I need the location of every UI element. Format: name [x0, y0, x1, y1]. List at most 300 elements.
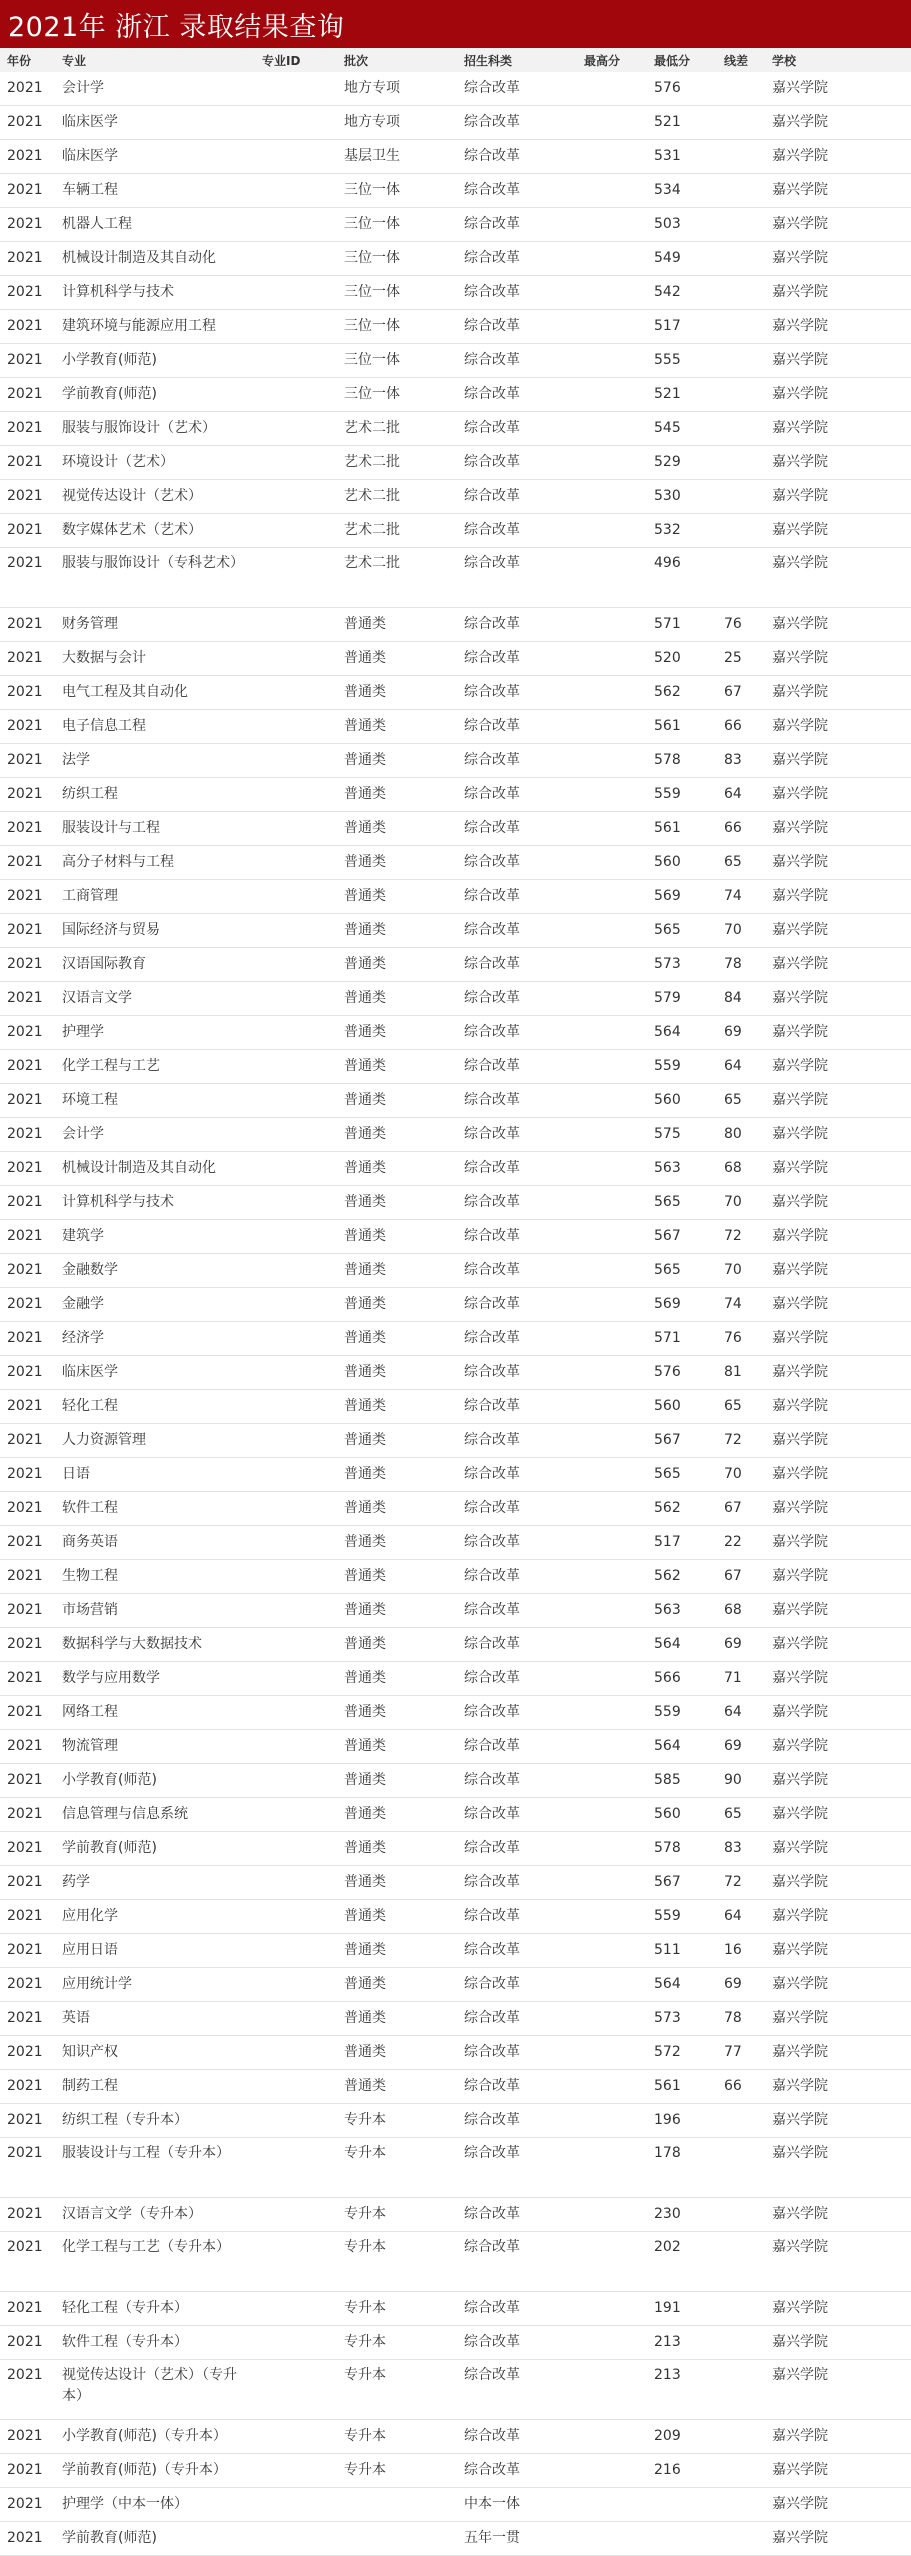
- cell-min-score: 566: [647, 1662, 717, 1696]
- cell-year: 2021: [0, 1356, 55, 1390]
- cell-major: 经济学: [55, 1322, 255, 1356]
- cell-min-score: 573: [647, 2002, 717, 2036]
- table-row: [0, 446, 911, 480]
- cell-school: 嘉兴学院: [765, 2104, 911, 2138]
- cell-line-diff: [717, 344, 765, 378]
- cell-line-diff: [717, 2104, 765, 2138]
- cell-school: 嘉兴学院: [765, 1968, 911, 2002]
- cell-max-score: [577, 2488, 647, 2522]
- cell-min-score: [647, 2522, 717, 2556]
- cell-line-diff: 64: [717, 1696, 765, 1730]
- cell-major-id: [255, 846, 337, 880]
- cell-batch: 普通类: [337, 1832, 457, 1866]
- cell-batch: 专升本: [337, 2104, 457, 2138]
- cell-school: 嘉兴学院: [765, 1186, 911, 1220]
- table-row: [0, 2232, 911, 2292]
- cell-major-id: [255, 1152, 337, 1186]
- table-body: [0, 72, 911, 2556]
- cell-min-score: 521: [647, 378, 717, 412]
- cell-major: 视觉传达设计（艺术）（专升本）: [55, 2360, 255, 2420]
- cell-school: 嘉兴学院: [765, 72, 911, 106]
- cell-school: 嘉兴学院: [765, 2198, 911, 2232]
- cell-year: 2021: [0, 2232, 55, 2292]
- cell-year: 2021: [0, 1390, 55, 1424]
- cell-min-score: 561: [647, 710, 717, 744]
- cell-major-id: [255, 710, 337, 744]
- table-row: [0, 642, 911, 676]
- cell-min-score: 562: [647, 1560, 717, 1594]
- cell-major-id: [255, 1492, 337, 1526]
- cell-max-score: [577, 1356, 647, 1390]
- cell-line-diff: 65: [717, 846, 765, 880]
- cell-line-diff: 78: [717, 2002, 765, 2036]
- cell-min-score: 559: [647, 1900, 717, 1934]
- table-row: [0, 1560, 911, 1594]
- cell-batch: 专升本: [337, 2138, 457, 2198]
- cell-line-diff: 90: [717, 1764, 765, 1798]
- cell-major-id: [255, 1016, 337, 1050]
- cell-year: 2021: [0, 1968, 55, 2002]
- cell-major: 数字媒体艺术（艺术）: [55, 514, 255, 548]
- cell-major-id: [255, 1390, 337, 1424]
- cell-max-score: [577, 2454, 647, 2488]
- cell-line-diff: 69: [717, 1628, 765, 1662]
- table-row: [0, 1118, 911, 1152]
- cell-year: 2021: [0, 2002, 55, 2036]
- cell-min-score: 567: [647, 1424, 717, 1458]
- cell-batch: 普通类: [337, 1934, 457, 1968]
- cell-year: 2021: [0, 778, 55, 812]
- cell-year: 2021: [0, 1628, 55, 1662]
- cell-category: 综合改革: [457, 2454, 577, 2488]
- cell-min-score: 542: [647, 276, 717, 310]
- cell-major: 建筑环境与能源应用工程: [55, 310, 255, 344]
- cell-min-score: 213: [647, 2326, 717, 2360]
- cell-max-score: [577, 2002, 647, 2036]
- cell-category: 综合改革: [457, 2036, 577, 2070]
- cell-major-id: [255, 2104, 337, 2138]
- cell-category: 综合改革: [457, 846, 577, 880]
- cell-school: 嘉兴学院: [765, 1220, 911, 1254]
- cell-major-id: [255, 2002, 337, 2036]
- cell-school: 嘉兴学院: [765, 1900, 911, 1934]
- cell-major-id: [255, 1458, 337, 1492]
- cell-category: 综合改革: [457, 310, 577, 344]
- cell-school: 嘉兴学院: [765, 778, 911, 812]
- cell-year: 2021: [0, 1934, 55, 1968]
- cell-category: 综合改革: [457, 1730, 577, 1764]
- cell-batch: 普通类: [337, 1254, 457, 1288]
- cell-major: 视觉传达设计（艺术）: [55, 480, 255, 514]
- cell-batch: 普通类: [337, 1560, 457, 1594]
- cell-category: 综合改革: [457, 1526, 577, 1560]
- cell-batch: 普通类: [337, 1594, 457, 1628]
- cell-year: 2021: [0, 208, 55, 242]
- cell-batch: 艺术二批: [337, 514, 457, 548]
- cell-line-diff: 84: [717, 982, 765, 1016]
- cell-max-score: [577, 608, 647, 642]
- cell-line-diff: 16: [717, 1934, 765, 1968]
- cell-major: 会计学: [55, 72, 255, 106]
- cell-min-score: 573: [647, 948, 717, 982]
- cell-school: 嘉兴学院: [765, 2488, 911, 2522]
- cell-school: 嘉兴学院: [765, 1560, 911, 1594]
- cell-year: 2021: [0, 2036, 55, 2070]
- cell-line-diff: 22: [717, 1526, 765, 1560]
- table-row: [0, 2036, 911, 2070]
- cell-school: 嘉兴学院: [765, 608, 911, 642]
- cell-major: 国际经济与贸易: [55, 914, 255, 948]
- cell-line-diff: 65: [717, 1798, 765, 1832]
- cell-major-id: [255, 608, 337, 642]
- cell-max-score: [577, 710, 647, 744]
- cell-max-score: [577, 1016, 647, 1050]
- cell-school: 嘉兴学院: [765, 1152, 911, 1186]
- cell-major: 机械设计制造及其自动化: [55, 1152, 255, 1186]
- header-min-score: 最低分: [647, 48, 717, 72]
- cell-batch: 基层卫生: [337, 140, 457, 174]
- cell-category: 综合改革: [457, 2070, 577, 2104]
- table-row: [0, 2522, 911, 2556]
- cell-line-diff: 69: [717, 1730, 765, 1764]
- cell-batch: 普通类: [337, 676, 457, 710]
- cell-batch: 普通类: [337, 2070, 457, 2104]
- cell-school: 嘉兴学院: [765, 1458, 911, 1492]
- cell-school: 嘉兴学院: [765, 2292, 911, 2326]
- header-school: 学校: [765, 48, 911, 72]
- cell-category: 综合改革: [457, 2002, 577, 2036]
- cell-max-score: [577, 1764, 647, 1798]
- cell-major-id: [255, 880, 337, 914]
- cell-batch: 专升本: [337, 2326, 457, 2360]
- table-row: [0, 514, 911, 548]
- cell-max-score: [577, 1798, 647, 1832]
- cell-min-score: 202: [647, 2232, 717, 2292]
- cell-min-score: 530: [647, 480, 717, 514]
- cell-line-diff: [717, 2198, 765, 2232]
- cell-major-id: [255, 412, 337, 446]
- cell-line-diff: 65: [717, 1084, 765, 1118]
- cell-line-diff: 25: [717, 642, 765, 676]
- cell-school: 嘉兴学院: [765, 378, 911, 412]
- cell-batch: 普通类: [337, 982, 457, 1016]
- cell-category: 综合改革: [457, 514, 577, 548]
- cell-category: 综合改革: [457, 1118, 577, 1152]
- table-row: [0, 2326, 911, 2360]
- cell-line-diff: [717, 276, 765, 310]
- cell-major: 汉语国际教育: [55, 948, 255, 982]
- cell-category: 综合改革: [457, 242, 577, 276]
- header-line-diff: 线差: [717, 48, 765, 72]
- cell-max-score: [577, 344, 647, 378]
- cell-batch: 普通类: [337, 1390, 457, 1424]
- cell-year: 2021: [0, 1866, 55, 1900]
- cell-school: 嘉兴学院: [765, 208, 911, 242]
- table-row: [0, 1254, 911, 1288]
- cell-batch: 专升本: [337, 2198, 457, 2232]
- cell-school: 嘉兴学院: [765, 2454, 911, 2488]
- table-row: [0, 1832, 911, 1866]
- cell-major-id: [255, 1832, 337, 1866]
- cell-school: 嘉兴学院: [765, 140, 911, 174]
- cell-line-diff: 76: [717, 608, 765, 642]
- cell-min-score: 555: [647, 344, 717, 378]
- cell-major: 法学: [55, 744, 255, 778]
- table-row: [0, 2104, 911, 2138]
- cell-min-score: 531: [647, 140, 717, 174]
- cell-year: 2021: [0, 2070, 55, 2104]
- cell-min-score: 196: [647, 2104, 717, 2138]
- cell-line-diff: 80: [717, 1118, 765, 1152]
- cell-school: 嘉兴学院: [765, 1050, 911, 1084]
- cell-max-score: [577, 242, 647, 276]
- cell-max-score: [577, 812, 647, 846]
- cell-line-diff: 70: [717, 1254, 765, 1288]
- cell-category: 中本一体: [457, 2488, 577, 2522]
- cell-major-id: [255, 1798, 337, 1832]
- cell-major: 数据科学与大数据技术: [55, 1628, 255, 1662]
- cell-max-score: [577, 1050, 647, 1084]
- cell-major: 应用化学: [55, 1900, 255, 1934]
- cell-batch: 普通类: [337, 1764, 457, 1798]
- cell-major: 计算机科学与技术: [55, 276, 255, 310]
- cell-year: 2021: [0, 1152, 55, 1186]
- cell-max-score: [577, 2522, 647, 2556]
- cell-batch: 普通类: [337, 1696, 457, 1730]
- cell-year: 2021: [0, 344, 55, 378]
- cell-school: 嘉兴学院: [765, 514, 911, 548]
- cell-batch: 普通类: [337, 1050, 457, 1084]
- cell-year: 2021: [0, 276, 55, 310]
- cell-min-score: 585: [647, 1764, 717, 1798]
- cell-max-score: [577, 846, 647, 880]
- cell-category: 综合改革: [457, 2232, 577, 2292]
- cell-major: 服装与服饰设计（专科艺术）: [55, 548, 255, 608]
- cell-category: 综合改革: [457, 676, 577, 710]
- cell-category: 综合改革: [457, 548, 577, 608]
- cell-school: 嘉兴学院: [765, 1288, 911, 1322]
- cell-school: 嘉兴学院: [765, 1764, 911, 1798]
- cell-max-score: [577, 1594, 647, 1628]
- cell-line-diff: [717, 2522, 765, 2556]
- cell-category: 综合改革: [457, 2360, 577, 2420]
- cell-batch: 普通类: [337, 608, 457, 642]
- header-major-id: 专业ID: [255, 48, 337, 72]
- cell-major-id: [255, 2070, 337, 2104]
- cell-batch: 普通类: [337, 642, 457, 676]
- cell-year: 2021: [0, 242, 55, 276]
- cell-category: 综合改革: [457, 106, 577, 140]
- cell-category: 综合改革: [457, 608, 577, 642]
- cell-batch: [337, 2522, 457, 2556]
- cell-category: 综合改革: [457, 1084, 577, 1118]
- cell-line-diff: [717, 2326, 765, 2360]
- cell-min-score: 559: [647, 1696, 717, 1730]
- cell-major: 市场营销: [55, 1594, 255, 1628]
- cell-batch: 普通类: [337, 1118, 457, 1152]
- header-batch: 批次: [337, 48, 457, 72]
- cell-line-diff: [717, 514, 765, 548]
- cell-major: 财务管理: [55, 608, 255, 642]
- cell-batch: 普通类: [337, 778, 457, 812]
- cell-min-score: 560: [647, 1390, 717, 1424]
- cell-line-diff: 67: [717, 676, 765, 710]
- table-row: [0, 208, 911, 242]
- cell-min-score: 534: [647, 174, 717, 208]
- table-row: [0, 846, 911, 880]
- cell-major: 化学工程与工艺: [55, 1050, 255, 1084]
- cell-year: 2021: [0, 1254, 55, 1288]
- cell-max-score: [577, 1730, 647, 1764]
- cell-line-diff: 66: [717, 812, 765, 846]
- cell-min-score: 569: [647, 880, 717, 914]
- cell-year: 2021: [0, 948, 55, 982]
- table-header-row: [0, 48, 911, 72]
- cell-max-score: [577, 480, 647, 514]
- cell-school: 嘉兴学院: [765, 1696, 911, 1730]
- cell-major-id: [255, 914, 337, 948]
- table-row: [0, 1492, 911, 1526]
- cell-min-score: 532: [647, 514, 717, 548]
- cell-max-score: [577, 1084, 647, 1118]
- cell-batch: 普通类: [337, 812, 457, 846]
- cell-major: 物流管理: [55, 1730, 255, 1764]
- cell-school: 嘉兴学院: [765, 1526, 911, 1560]
- cell-batch: 专升本: [337, 2360, 457, 2420]
- cell-max-score: [577, 2104, 647, 2138]
- cell-major: 护理学（中本一体）: [55, 2488, 255, 2522]
- cell-batch: 普通类: [337, 880, 457, 914]
- cell-batch: 普通类: [337, 1866, 457, 1900]
- cell-line-diff: 64: [717, 1900, 765, 1934]
- cell-year: 2021: [0, 2198, 55, 2232]
- cell-line-diff: 70: [717, 1458, 765, 1492]
- cell-major: 车辆工程: [55, 174, 255, 208]
- cell-major-id: [255, 1424, 337, 1458]
- cell-max-score: [577, 1560, 647, 1594]
- cell-school: 嘉兴学院: [765, 412, 911, 446]
- cell-year: 2021: [0, 846, 55, 880]
- table-row: [0, 982, 911, 1016]
- cell-school: 嘉兴学院: [765, 242, 911, 276]
- cell-batch: 三位一体: [337, 174, 457, 208]
- cell-major: 临床医学: [55, 140, 255, 174]
- cell-major: 轻化工程（专升本）: [55, 2292, 255, 2326]
- cell-category: 综合改革: [457, 1186, 577, 1220]
- cell-line-diff: [717, 2360, 765, 2420]
- page-title: 2021年 浙江 录取结果查询: [8, 11, 345, 43]
- cell-max-score: [577, 2232, 647, 2292]
- table-row: [0, 344, 911, 378]
- cell-category: 综合改革: [457, 812, 577, 846]
- cell-school: 嘉兴学院: [765, 480, 911, 514]
- cell-major: 学前教育(师范): [55, 1832, 255, 1866]
- cell-year: 2021: [0, 1186, 55, 1220]
- cell-school: 嘉兴学院: [765, 812, 911, 846]
- cell-category: 综合改革: [457, 880, 577, 914]
- cell-max-score: [577, 1186, 647, 1220]
- cell-category: 综合改革: [457, 1492, 577, 1526]
- cell-min-score: 565: [647, 1186, 717, 1220]
- cell-min-score: 560: [647, 1798, 717, 1832]
- cell-major-id: [255, 1084, 337, 1118]
- table-row: [0, 480, 911, 514]
- table-row: [0, 1322, 911, 1356]
- cell-min-score: 569: [647, 1288, 717, 1322]
- cell-major: 网络工程: [55, 1696, 255, 1730]
- cell-major-id: [255, 446, 337, 480]
- cell-year: 2021: [0, 744, 55, 778]
- cell-category: 综合改革: [457, 2198, 577, 2232]
- cell-school: 嘉兴学院: [765, 548, 911, 608]
- cell-year: 2021: [0, 412, 55, 446]
- table-row: [0, 310, 911, 344]
- cell-min-score: 578: [647, 1832, 717, 1866]
- cell-school: 嘉兴学院: [765, 1628, 911, 1662]
- cell-line-diff: [717, 480, 765, 514]
- cell-major-id: [255, 1662, 337, 1696]
- cell-category: 综合改革: [457, 1628, 577, 1662]
- cell-major-id: [255, 1594, 337, 1628]
- cell-max-score: [577, 744, 647, 778]
- cell-batch: 艺术二批: [337, 446, 457, 480]
- cell-year: 2021: [0, 2360, 55, 2420]
- cell-category: 综合改革: [457, 1254, 577, 1288]
- cell-year: 2021: [0, 1084, 55, 1118]
- cell-year: 2021: [0, 1050, 55, 1084]
- cell-category: 综合改革: [457, 1662, 577, 1696]
- cell-line-diff: 71: [717, 1662, 765, 1696]
- cell-min-score: 529: [647, 446, 717, 480]
- cell-min-score: 567: [647, 1220, 717, 1254]
- cell-school: 嘉兴学院: [765, 1254, 911, 1288]
- cell-min-score: 520: [647, 642, 717, 676]
- cell-year: 2021: [0, 174, 55, 208]
- cell-year: 2021: [0, 514, 55, 548]
- table-row: [0, 2454, 911, 2488]
- cell-category: 综合改革: [457, 446, 577, 480]
- cell-category: 综合改革: [457, 948, 577, 982]
- cell-max-score: [577, 778, 647, 812]
- cell-school: 嘉兴学院: [765, 846, 911, 880]
- cell-line-diff: 70: [717, 1186, 765, 1220]
- cell-max-score: [577, 72, 647, 106]
- cell-school: 嘉兴学院: [765, 1662, 911, 1696]
- cell-major-id: [255, 1254, 337, 1288]
- cell-max-score: [577, 276, 647, 310]
- cell-max-score: [577, 2070, 647, 2104]
- table-row: [0, 1900, 911, 1934]
- cell-school: 嘉兴学院: [765, 2522, 911, 2556]
- cell-major-id: [255, 106, 337, 140]
- cell-year: 2021: [0, 1730, 55, 1764]
- cell-major-id: [255, 1220, 337, 1254]
- table-row: [0, 412, 911, 446]
- cell-category: 综合改革: [457, 2138, 577, 2198]
- cell-category: 综合改革: [457, 1390, 577, 1424]
- cell-min-score: 560: [647, 846, 717, 880]
- table-row: [0, 1220, 911, 1254]
- cell-category: 综合改革: [457, 1220, 577, 1254]
- cell-min-score: 562: [647, 676, 717, 710]
- header-year: 年份: [0, 48, 55, 72]
- cell-category: 综合改革: [457, 1900, 577, 1934]
- table-row: [0, 1016, 911, 1050]
- cell-major-id: [255, 812, 337, 846]
- cell-major-id: [255, 1186, 337, 1220]
- cell-category: 综合改革: [457, 642, 577, 676]
- cell-min-score: 579: [647, 982, 717, 1016]
